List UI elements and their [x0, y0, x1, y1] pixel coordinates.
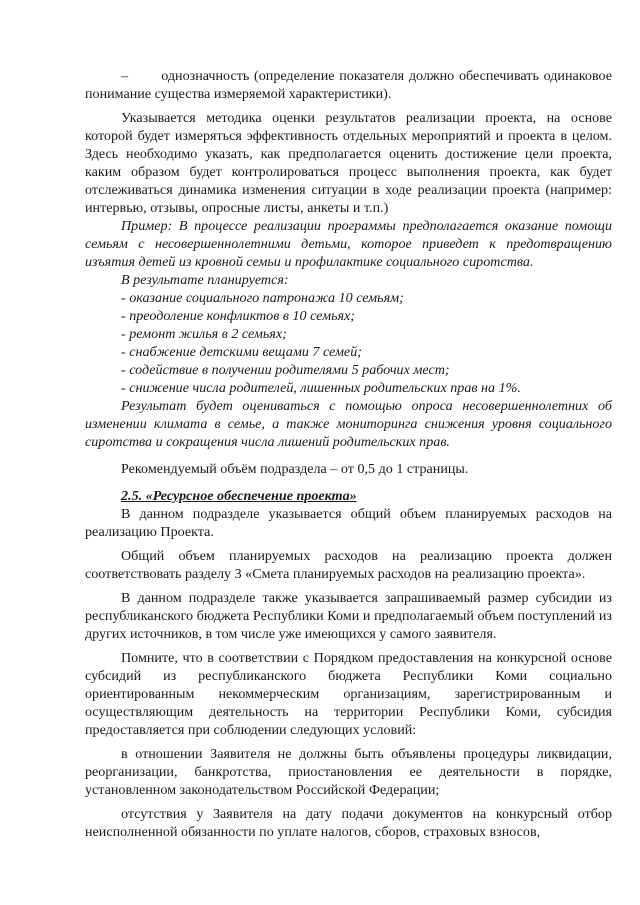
list-item: - снижение числа родителей, лишенных родительских прав на 1%.	[121, 380, 521, 396]
paragraph-example: Пример: В процессе реализации программы предполагается оказание помощи семьям с несовершеннолетними детьми, которое приведет к предотвращению изъятия детей из кровной семьи и профилактике социального сиротства.	[85, 218, 612, 270]
list-item: - оказание социального патронажа 10 семьям;	[121, 290, 404, 306]
paragraph-evaluation: Результат будет оцениваться с помощью опроса несовершеннолетних об изменении климата в семье, а также мониторинга снижения уровня социального сиротства и сокращения числа лишений родительских прав.	[85, 398, 612, 450]
document-page	[85, 67, 612, 841]
paragraph-subsidy: В данном подразделе также указывается запрашиваемый размер субсидии из республиканского бюджета Республики Коми и предполагаемый объем поступлений из других источников, в том числе уже имеющихся у самого заявителя.	[85, 590, 612, 642]
paragraph-recommended-volume: Рекомендуемый объём подраздела – от 0,5 до 1 страницы.	[121, 461, 469, 477]
list-item: - преодоление конфликтов в 10 семьях;	[121, 308, 355, 324]
section-heading: 2.5. «Ресурсное обеспечение проекта»	[121, 488, 357, 504]
result-list	[85, 289, 612, 397]
paragraph-conditions: Помните, что в соответствии с Порядком предоставления на конкурсной основе субсидий из республиканского бюджета Республики Коми социально ориентированным некоммерческим организациям, зарегистрированным и осуществляющим деятельность на территории Республики Коми, субсидия предоставляется при соблюдении следующих условий:	[85, 650, 612, 738]
list-item: - снабжение детскими вещами 7 семей;	[121, 344, 362, 360]
paragraph-resource-budget: Общий объем планируемых расходов на реализацию проекта должен соответствовать разделу 3 «Смета планируемых расходов на реализацию проекта».	[85, 548, 612, 582]
list-item: - содействие в получении родителями 5 рабочих мест;	[121, 362, 450, 378]
paragraph-uniqueness: – однозначность (определение показателя должно обеспечивать одинаковое понимание существа измеряемой характеристики).	[85, 68, 612, 102]
paragraph-condition-taxes: отсутствия у Заявителя на дату подачи документов на конкурсный отбор неисполненной обязанности по уплате налогов, сборов, страховых взносов,	[85, 806, 612, 840]
list-item: - ремонт жилья в 2 семьях;	[121, 326, 287, 342]
paragraph-result-intro: В результате планируется:	[121, 272, 289, 288]
paragraph-condition-liquidation: в отношении Заявителя не должны быть объявлены процедуры ликвидации, реорганизации, банкротства, приостановления ее деятельности в порядке, установленном законодательством Российской Федерации;	[85, 746, 612, 798]
paragraph-methodology: Указывается методика оценки результатов реализации проекта, на основе которой будет измеряться эффективность отдельных мероприятий и проекта в целом. Здесь необходимо указать, как предполагается оценить достижение цели проекта, каким образом будет контролироваться процесс выполнения проекта, как будет отслеживаться динамика изменения ситуации в ходе реализации проекта (например: интервью, отзывы, опросные листы, анкеты и т.п.)	[85, 110, 612, 216]
paragraph-resource-total: В данном подразделе указывается общий объем планируемых расходов на реализацию Проекта.	[85, 506, 612, 540]
